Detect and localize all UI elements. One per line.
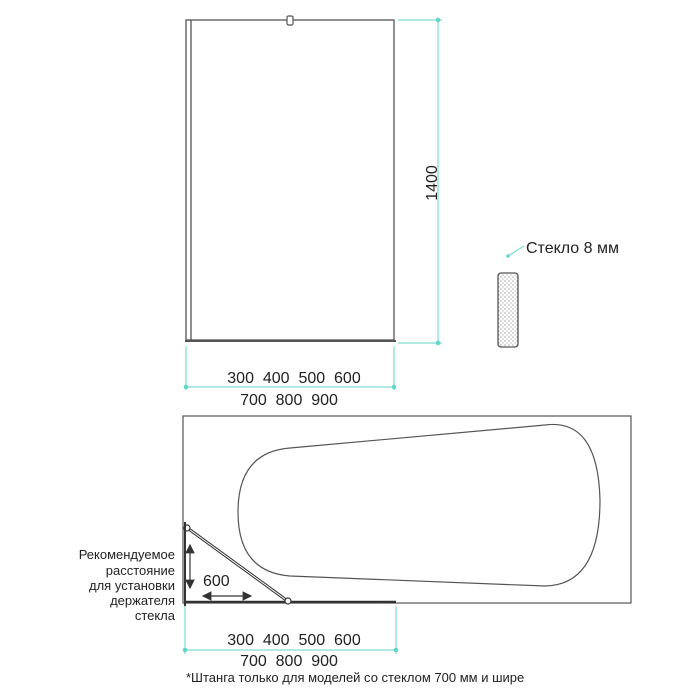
recommend-line-1: Рекомендуемое xyxy=(78,547,175,562)
distance-label: 600 xyxy=(203,573,230,590)
recommend-line-2: расстояние xyxy=(105,563,175,578)
recommend-line-3: для установки xyxy=(89,578,175,593)
plan-width-row1: 300 400 500 600 xyxy=(227,632,361,649)
footnote: *Штанга только для моделей со стеклом 700 мм и шире xyxy=(186,670,525,685)
recommend-line-5: стекла xyxy=(134,608,175,623)
glass-panel xyxy=(186,20,394,340)
bathtub-basin xyxy=(238,424,600,586)
glass-section-shape xyxy=(498,273,518,347)
bar-glass-mount xyxy=(285,598,291,604)
plan-width-row2: 700 800 900 xyxy=(240,653,338,670)
glass-section xyxy=(498,240,619,347)
recommend-line-4: держателя xyxy=(110,593,175,608)
elevation-view xyxy=(184,16,442,409)
height-label: 1400 xyxy=(424,165,441,201)
glass-label: Стекло 8 мм xyxy=(526,240,619,257)
glass-clamp xyxy=(287,16,293,25)
elevation-width-row1: 300 400 500 600 xyxy=(227,370,361,387)
plan-view xyxy=(79,416,631,670)
glass-leader xyxy=(508,246,524,256)
elevation-width-row2: 700 800 900 xyxy=(240,392,338,409)
